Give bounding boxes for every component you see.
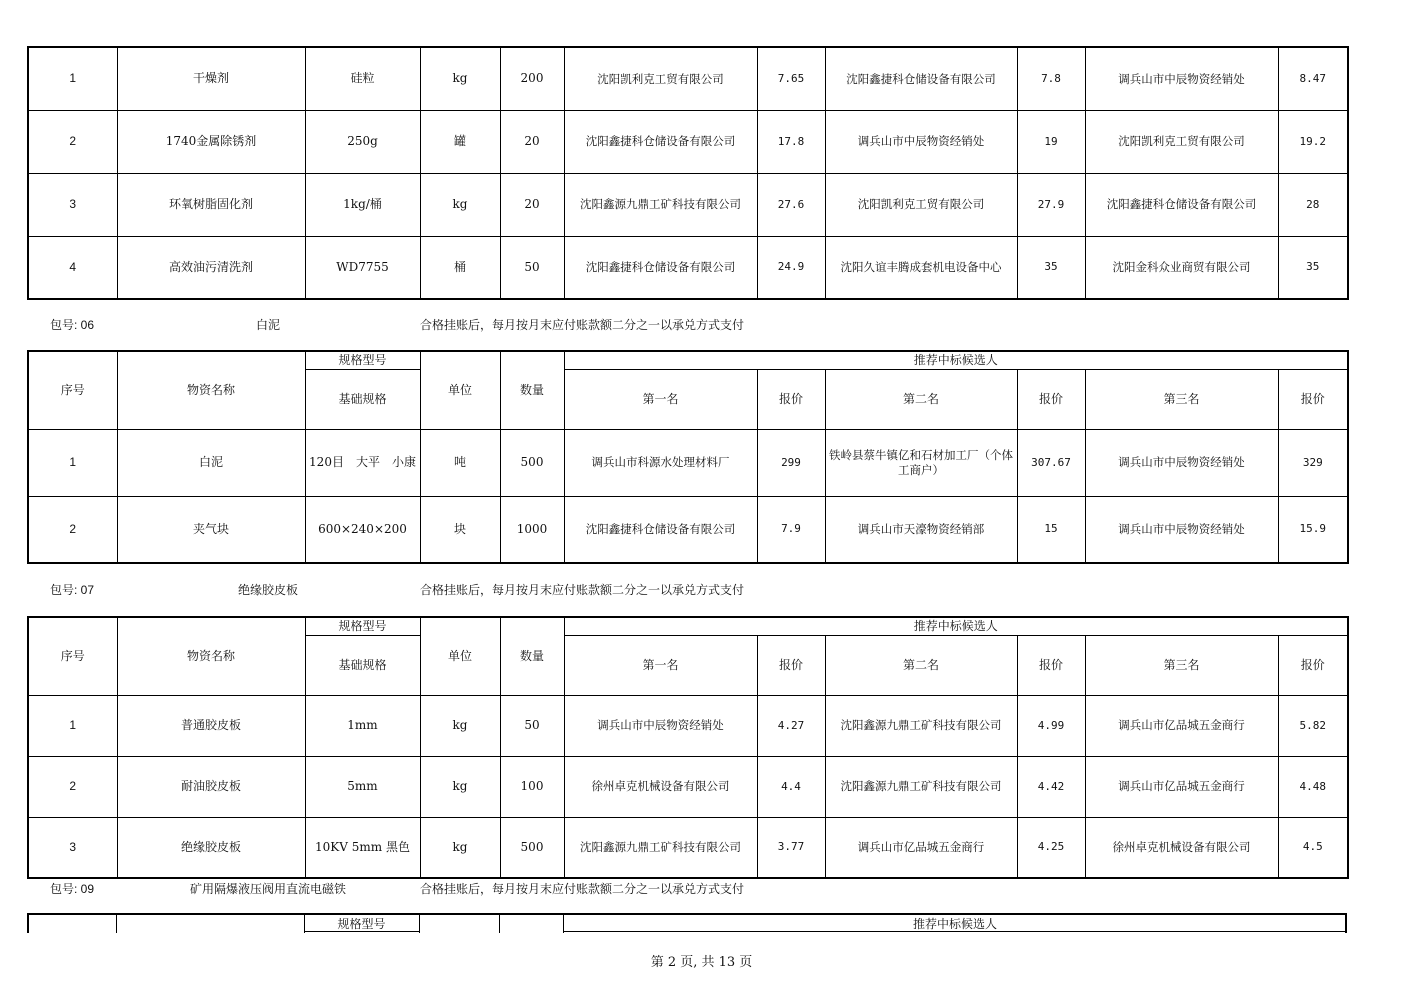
quantity: 200 (500, 47, 564, 110)
row-index: 3 (28, 173, 117, 236)
table-row (28, 695, 1348, 756)
header-index: 序号 (28, 351, 117, 429)
unit: 罐 (420, 110, 500, 173)
quantity: 50 (500, 695, 564, 756)
first-candidate: 徐州卓克机械设备有限公司 (564, 756, 757, 817)
second-candidate: 沈阳鑫源九鼎工矿科技有限公司 (825, 756, 1017, 817)
material-name: 干燥剂 (117, 47, 305, 110)
first-candidate: 沈阳鑫捷科仓储设备有限公司 (564, 236, 757, 299)
table-pkg09-cutoff (27, 913, 1347, 933)
header-unit: 单位 (420, 617, 500, 695)
unit: 块 (420, 496, 500, 563)
header-base-spec: 基础规格 (305, 635, 420, 695)
base-spec: 1kg/桶 (305, 173, 420, 236)
unit: kg (420, 173, 500, 236)
header-base-spec: 基础规格 (305, 369, 420, 429)
second-candidate: 调兵山市亿品城五金商行 (825, 817, 1017, 878)
base-spec: 120目 大平 小康 (305, 429, 420, 496)
third-candidate: 沈阳凯利克工贸有限公司 (1085, 110, 1278, 173)
package-header-06 (0, 316, 1403, 334)
quantity: 20 (500, 110, 564, 173)
third-candidate: 调兵山市中辰物资经销处 (1085, 47, 1278, 110)
header-quantity: 数量 (500, 351, 564, 429)
quantity: 50 (500, 236, 564, 299)
material-name: 夹气块 (117, 496, 305, 563)
second-price: 307.67 (1017, 429, 1085, 496)
table-row (28, 429, 1348, 496)
table-pkg05-continued (27, 46, 1349, 300)
second-candidate: 调兵山市中辰物资经销处 (825, 110, 1017, 173)
table-pkg06 (27, 350, 1349, 564)
row-index: 2 (28, 110, 117, 173)
base-spec: WD7755 (305, 236, 420, 299)
table-row (28, 173, 1348, 236)
third-candidate: 沈阳鑫捷科仓储设备有限公司 (1085, 173, 1278, 236)
unit: kg (420, 695, 500, 756)
base-spec: 1mm (305, 695, 420, 756)
second-price: 15 (1017, 496, 1085, 563)
header-candidates: 推荐中标候选人 (564, 617, 1348, 635)
unit: kg (420, 47, 500, 110)
second-candidate: 沈阳凯利克工贸有限公司 (825, 173, 1017, 236)
second-candidate: 铁岭县蔡牛镇亿和石材加工厂（个体工商户） (825, 429, 1017, 496)
first-candidate: 沈阳鑫捷科仓储设备有限公司 (564, 496, 757, 563)
header-spec-group: 规格型号 (305, 617, 420, 635)
third-price: 28 (1278, 173, 1348, 236)
row-index: 3 (28, 817, 117, 878)
second-price: 35 (1017, 236, 1085, 299)
unit: 吨 (420, 429, 500, 496)
base-spec: 5mm (305, 756, 420, 817)
second-price: 4.42 (1017, 756, 1085, 817)
spec-group-header: 规格型号 (337, 917, 386, 931)
second-candidate: 沈阳鑫源九鼎工矿科技有限公司 (825, 695, 1017, 756)
material-name: 普通胶皮板 (117, 695, 305, 756)
header-price: 报价 (757, 369, 825, 429)
unit: kg (420, 817, 500, 878)
second-candidate: 调兵山市天濠物资经销部 (825, 496, 1017, 563)
package-name: 矿用隔爆液压阀用直流电磁铁 (189, 882, 346, 896)
header-first: 第一名 (564, 369, 757, 429)
third-candidate: 徐州卓克机械设备有限公司 (1085, 817, 1278, 878)
material-name: 环氧树脂固化剂 (117, 173, 305, 236)
header-second: 第二名 (825, 635, 1017, 695)
first-candidate: 沈阳鑫源九鼎工矿科技有限公司 (564, 173, 757, 236)
table-row (28, 496, 1348, 563)
second-price: 27.9 (1017, 173, 1085, 236)
second-price: 4.25 (1017, 817, 1085, 878)
header-second: 第二名 (825, 369, 1017, 429)
row-index: 2 (28, 756, 117, 817)
payment-terms: 合格挂账后，每月按月末应付账款额二分之一以承兑方式支付 (420, 318, 745, 332)
package-header-07 (0, 581, 1403, 599)
material-name: 耐油胶皮板 (117, 756, 305, 817)
third-price: 5.82 (1278, 695, 1348, 756)
material-name: 绝缘胶皮板 (117, 817, 305, 878)
third-price: 8.47 (1278, 47, 1348, 110)
row-index: 2 (28, 496, 117, 563)
first-candidate: 沈阳鑫源九鼎工矿科技有限公司 (564, 817, 757, 878)
header-price: 报价 (1017, 369, 1085, 429)
third-price: 35 (1278, 236, 1348, 299)
header-price: 报价 (1278, 369, 1348, 429)
third-candidate: 调兵山市亿品城五金商行 (1085, 756, 1278, 817)
payment-terms: 合格挂账后，每月按月末应付账款额二分之一以承兑方式支付 (420, 882, 745, 896)
header-row (28, 617, 1348, 635)
first-price: 7.65 (757, 47, 825, 110)
package-header-09 (0, 880, 1403, 898)
base-spec: 10KV 5mm 黑色 (305, 817, 420, 878)
second-price: 7.8 (1017, 47, 1085, 110)
first-price: 4.27 (757, 695, 825, 756)
header-index: 序号 (28, 617, 117, 695)
third-price: 4.5 (1278, 817, 1348, 878)
base-spec: 硅粒 (305, 47, 420, 110)
table-row (28, 236, 1348, 299)
header-price: 报价 (1017, 635, 1085, 695)
header-spec-group: 规格型号 (305, 351, 420, 369)
first-price: 17.8 (757, 110, 825, 173)
quantity: 20 (500, 173, 564, 236)
candidates-header: 推荐中标候选人 (912, 917, 997, 931)
package-number: 包号: 09 (50, 882, 95, 896)
header-price: 报价 (1278, 635, 1348, 695)
header-candidates: 推荐中标候选人 (564, 351, 1348, 369)
first-candidate: 调兵山市科源水处理材料厂 (564, 429, 757, 496)
quantity: 100 (500, 756, 564, 817)
header-unit: 单位 (420, 351, 500, 429)
unit: kg (420, 756, 500, 817)
row-index: 1 (28, 429, 117, 496)
table-pkg07 (27, 616, 1349, 879)
quantity: 500 (500, 817, 564, 878)
package-name: 白泥 (255, 318, 280, 332)
unit: 桶 (420, 236, 500, 299)
table-row (28, 756, 1348, 817)
base-spec: 250g (305, 110, 420, 173)
first-price: 7.9 (757, 496, 825, 563)
row-index: 1 (28, 695, 117, 756)
quantity: 500 (500, 429, 564, 496)
second-price: 19 (1017, 110, 1085, 173)
first-price: 299 (757, 429, 825, 496)
second-candidate: 沈阳鑫捷科仓储设备有限公司 (825, 47, 1017, 110)
package-number: 包号: 06 (50, 318, 95, 332)
header-quantity: 数量 (500, 617, 564, 695)
header-material-name: 物资名称 (117, 617, 305, 695)
table-row (28, 817, 1348, 878)
quantity: 1000 (500, 496, 564, 563)
header-third: 第三名 (1085, 635, 1278, 695)
header-row (28, 351, 1348, 369)
header-price: 报价 (757, 635, 825, 695)
header-material-name: 物资名称 (117, 351, 305, 429)
first-price: 27.6 (757, 173, 825, 236)
first-price: 4.4 (757, 756, 825, 817)
first-candidate: 沈阳凯利克工贸有限公司 (564, 47, 757, 110)
third-price: 19.2 (1278, 110, 1348, 173)
first-price: 3.77 (757, 817, 825, 878)
row-index: 4 (28, 236, 117, 299)
first-candidate: 调兵山市中辰物资经销处 (564, 695, 757, 756)
header-first: 第一名 (564, 635, 757, 695)
third-candidate: 调兵山市亿品城五金商行 (1085, 695, 1278, 756)
row-index: 1 (28, 47, 117, 110)
third-price: 329 (1278, 429, 1348, 496)
third-price: 4.48 (1278, 756, 1348, 817)
first-price: 24.9 (757, 236, 825, 299)
page-footer: 第 2 页, 共 13 页 (650, 955, 753, 970)
table-row (28, 47, 1348, 110)
second-candidate: 沈阳久谊丰腾成套机电设备中心 (825, 236, 1017, 299)
payment-terms: 合格挂账后，每月按月末应付账款额二分之一以承兑方式支付 (420, 583, 745, 597)
header-third: 第三名 (1085, 369, 1278, 429)
third-candidate: 调兵山市中辰物资经销处 (1085, 429, 1278, 496)
base-spec: 600×240×200 (305, 496, 420, 563)
package-name: 绝缘胶皮板 (237, 583, 298, 597)
material-name: 白泥 (117, 429, 305, 496)
third-candidate: 沈阳金科众业商贸有限公司 (1085, 236, 1278, 299)
material-name: 高效油污清洗剂 (117, 236, 305, 299)
second-price: 4.99 (1017, 695, 1085, 756)
third-price: 15.9 (1278, 496, 1348, 563)
table-row (28, 110, 1348, 173)
package-number: 包号: 07 (50, 583, 95, 597)
third-candidate: 调兵山市中辰物资经销处 (1085, 496, 1278, 563)
first-candidate: 沈阳鑫捷科仓储设备有限公司 (564, 110, 757, 173)
material-name: 1740金属除锈剂 (117, 110, 305, 173)
